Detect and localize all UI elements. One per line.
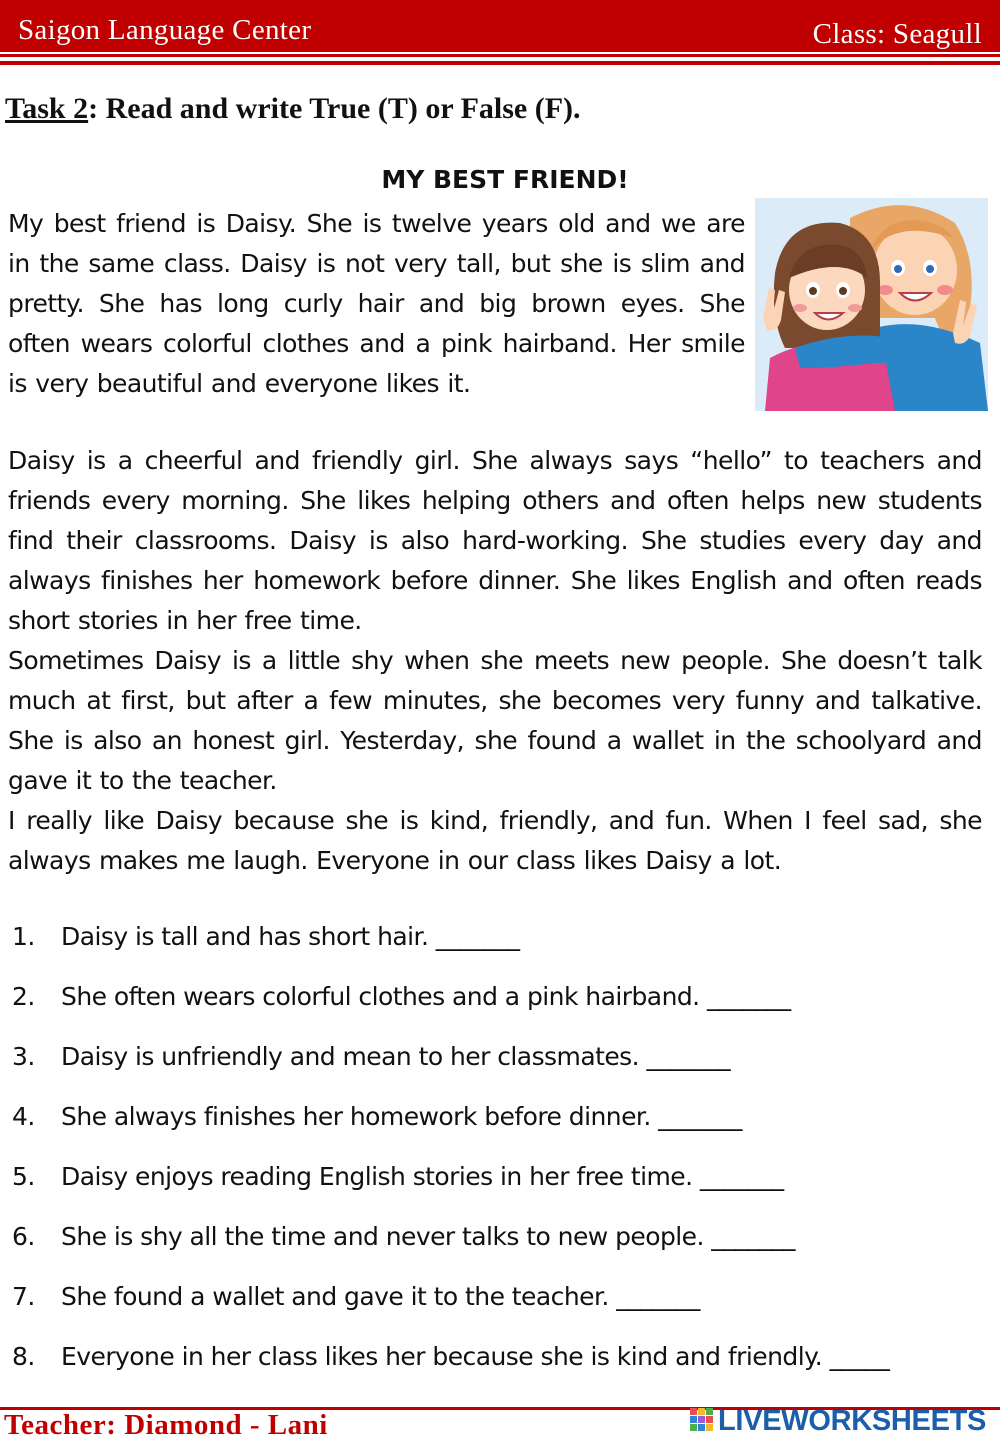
question-text: She often wears colorful clothes and a pink hairband. _______ [61, 982, 791, 1011]
question-text: She always finishes her homework before dinner. _______ [61, 1102, 742, 1131]
question-text: She is shy all the time and never talks to new people. _______ [61, 1222, 795, 1251]
question-number: 4. [12, 1102, 35, 1131]
story-paragraph-1: My best friend is Daisy. She is twelve years old and we are in the same class. Daisy is not very tall, but she is slim and pretty. She has long curly hair and big brown eyes. She often wears colorful clothes and a pink hairband. Her smile is very beautiful and everyone likes it. [8, 209, 745, 398]
story-paragraph-3: Sometimes Daisy is a little shy when she meets new people. She doesn’t talk much at first, but after a few minutes, she becomes very funny and talkative. She is also an honest girl. Yesterday, she found a wallet in the schoolyard and gave it to the teacher. [8, 646, 982, 795]
task-instruction: : Read and write True (T) or False (F). [88, 92, 581, 125]
question-text: Daisy is tall and has short hair. _______ [61, 922, 520, 951]
question-number: 3. [12, 1042, 35, 1071]
question-number: 6. [12, 1222, 35, 1251]
story-paragraph-2: Daisy is a cheerful and friendly girl. She always says “hello” to teachers and friends every morning. She likes helping others and often helps new students find their classrooms. Daisy is also hard-working. She studies every day and always finishes her homework before dinner. She likes English and often reads short stories in her free time. [8, 446, 982, 635]
question-text: She found a wallet and gave it to the teacher. _______ [61, 1282, 700, 1311]
question-number: 7. [12, 1282, 35, 1311]
liveworksheets-icon [690, 1408, 714, 1436]
question-text: Daisy enjoys reading English stories in her free time. _______ [61, 1162, 784, 1191]
question-number: 8. [12, 1342, 35, 1371]
story-paragraph-4: I really like Daisy because she is kind, friendly, and fun. When I feel sad, she always makes me laugh. Everyone in our class likes Daisy a lot. [8, 806, 982, 875]
question-text: Daisy is unfriendly and mean to her classmates. _______ [61, 1042, 731, 1071]
header-divider-2 [0, 61, 1000, 65]
teacher-name: Teacher: Diamond - Lani [4, 1409, 328, 1441]
question-text: Everyone in her class likes her because she is kind and friendly. _____ [61, 1342, 890, 1371]
class-label: Class: Seagull [812, 18, 982, 50]
story-title: MY BEST FRIEND! [381, 165, 629, 194]
school-name: Saigon Language Center [18, 14, 312, 46]
liveworksheets-logo[interactable] [690, 1405, 996, 1439]
task-label: Task 2 [5, 92, 89, 125]
question-number: 2. [12, 982, 35, 1011]
question-number: 5. [12, 1162, 35, 1191]
brand-name: LIVEWORKSHEETS [718, 1405, 987, 1437]
question-number: 1. [12, 922, 35, 951]
friends-illustration [755, 198, 988, 411]
task-heading [5, 92, 581, 126]
header-divider [0, 54, 1000, 57]
page-header [0, 0, 1000, 52]
